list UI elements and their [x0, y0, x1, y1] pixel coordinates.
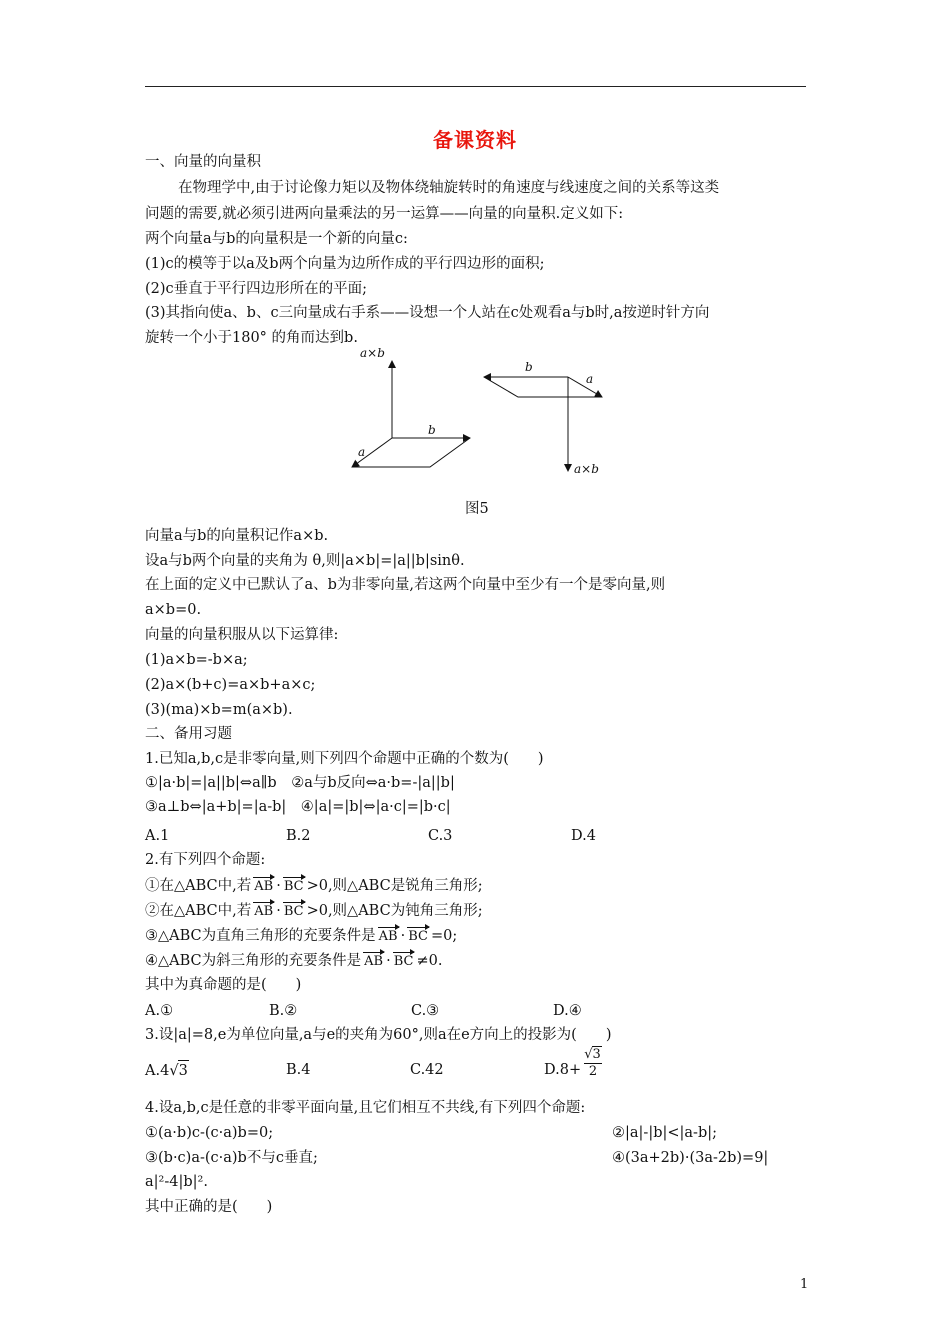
q2-prop-3: [145, 926, 457, 947]
q1-stem: 1.已知a,b,c是非零向量,则下列四个命题中正确的个数为( ): [145, 751, 544, 767]
left-b-label: b: [428, 423, 436, 437]
right-b-label: b: [525, 360, 533, 374]
zero-vector-line2: a×b=0.: [145, 602, 202, 618]
right-a-arrow: [568, 377, 602, 397]
q1-option-c: C.3: [428, 828, 453, 844]
right-a-label: a: [586, 372, 594, 386]
q2-option-a: A.①: [145, 1003, 174, 1019]
intro-line2: 问题的需要,就必须引进两向量乘法的另一运算——向量的向量积.定义如下:: [145, 206, 624, 222]
q1-option-d: D.4: [571, 828, 596, 844]
q2-prop-4-tail: ≠0.: [416, 953, 443, 969]
page-number: 1: [800, 1277, 809, 1292]
q4-stem: 4.设a,b,c是任意的非零平面向量,且它们相互不共线,有下列四个命题:: [145, 1100, 586, 1116]
header-rule: [145, 86, 806, 87]
law-1: (1)a×b=-b×a;: [145, 652, 248, 668]
q3-stem: 3.设|a|=8,e为单位向量,a与e的夹角为60°,则a在e方向上的投影为( ): [145, 1027, 612, 1043]
q2-option-b: B.②: [269, 1003, 298, 1019]
intro-line1: 在物理学中,由于讨论像力矩以及物体绕轴旋转时的角速度与线速度之间的关系等这类: [178, 180, 720, 196]
def-line3: (2)c垂直于平行四边形所在的平面;: [145, 281, 368, 297]
q2-prop-4: [145, 951, 442, 972]
q2-prop-2: [145, 901, 483, 922]
vector-bc: BC: [282, 877, 306, 897]
sqrt-symbol: √: [584, 1047, 593, 1062]
cross-product-figure: [340, 345, 620, 485]
fraction-denominator: 2: [584, 1063, 602, 1079]
q1-props-12: ①|a·b|=|a||b|⇔a∥b ②a与b反向⇔a·b=-|a||b|: [145, 775, 455, 791]
q4-prop-4: ④(3a+2b)·(3a-2b)=9|: [612, 1150, 769, 1166]
q3-option-d-fraction: [584, 1046, 602, 1079]
q1-props-34: ③a⊥b⇔|a+b|=|a-b| ④|a|=|b|⇔|a·c|=|b·c|: [145, 799, 451, 815]
q3-option-b: B.4: [286, 1062, 311, 1078]
q2-prop-2-tail: >0,则△ABC为钝角三角形;: [306, 903, 483, 919]
vector-bc: BC: [406, 927, 430, 947]
vector-ab: AB: [252, 877, 275, 897]
q2-prop-3-text: ③△ABC为直角三角形的充要条件是: [145, 928, 376, 944]
left-axb-label: a×b: [360, 346, 385, 360]
q3-option-a-radicand: 3: [178, 1060, 189, 1081]
q3-option-a-text: A.4: [145, 1063, 170, 1079]
dot: ·: [276, 903, 281, 919]
q2-prop-1-tail: >0,则△ABC是锐角三角形;: [306, 878, 483, 894]
dot: ·: [276, 878, 281, 894]
right-axb-label: a×b: [574, 462, 599, 476]
left-parallelogram: [352, 438, 470, 467]
sqrt-symbol: √: [169, 1063, 179, 1079]
law-2: (2)a×(b+c)=a×b+a×c;: [145, 677, 316, 693]
q2-prop-1: [145, 876, 483, 897]
fraction-numerator: [584, 1046, 602, 1062]
q3-option-d: D.8+: [544, 1062, 582, 1078]
dot: ·: [386, 953, 391, 969]
q4-prop-1: ①(a·b)c-(c·a)b=0;: [145, 1125, 274, 1141]
def-line5: 旋转一个小于180° 的角而达到b.: [145, 330, 358, 346]
q2-prop-4-text: ④△ABC为斜三角形的充要条件是: [145, 953, 362, 969]
q3-option-c: C.42: [410, 1062, 444, 1078]
radicand: 3: [592, 1047, 601, 1062]
vector-ab: AB: [377, 927, 400, 947]
q4-prop-3: ③(b·c)a-(c·a)b不与c垂直;: [145, 1150, 318, 1166]
vector-ab: AB: [252, 902, 275, 922]
right-diagram: [484, 360, 602, 476]
magnitude-line: 设a与b两个向量的夹角为 θ,则|a×b|=|a||b|sinθ.: [145, 553, 465, 569]
q2-prop-3-tail: =0;: [430, 928, 458, 944]
laws-heading: 向量的向量积服从以下运算律:: [145, 627, 339, 643]
def-line4: (3)其指向使a、b、c三向量成右手系——设想一个人站在c处观看a与b时,a按逆时针方向: [145, 305, 710, 321]
figure-caption: 图5: [465, 501, 489, 517]
q4-ask: 其中正确的是( ): [145, 1199, 273, 1215]
q2-option-c: C.③: [411, 1003, 440, 1019]
vector-ab: AB: [362, 952, 385, 972]
q2-ask: 其中为真命题的是( ): [145, 977, 302, 993]
vector-bc: BC: [392, 952, 416, 972]
q1-option-a: A.1: [145, 828, 170, 844]
left-diagram: [352, 346, 470, 467]
vector-bc: BC: [282, 902, 306, 922]
def-line1: 两个向量a与b的向量积是一个新的向量c:: [145, 231, 408, 247]
q2-option-d: D.④: [553, 1003, 582, 1019]
q1-option-b: B.2: [286, 828, 311, 844]
q2-stem: 2.有下列四个命题:: [145, 852, 266, 868]
left-a-label: a: [358, 445, 366, 459]
section2-heading: 二、备用习题: [145, 726, 232, 742]
q4-prop-4-cont: a|²-4|b|².: [145, 1174, 208, 1190]
dot: ·: [400, 928, 406, 944]
zero-vector-line1: 在上面的定义中已默认了a、b为非零向量,若这两个向量中至少有一个是零向量,则: [145, 577, 666, 593]
section1-heading: 一、向量的向量积: [145, 154, 261, 170]
def-line2: (1)c的模等于以a及b两个向量为边所作成的平行四边形的面积;: [145, 256, 545, 272]
notation-line: 向量a与b的向量积记作a×b.: [145, 528, 329, 544]
law-3: (3)(ma)×b=m(a×b).: [145, 702, 293, 718]
q2-prop-1-text: ①在△ABC中,若: [145, 878, 252, 894]
q2-prop-2-text: ②在△ABC中,若: [145, 903, 252, 919]
q3-option-a: [145, 1060, 189, 1081]
q4-prop-2: ②|a|-|b|<|a-b|;: [612, 1125, 717, 1141]
page-title: 备课资料: [433, 128, 517, 152]
